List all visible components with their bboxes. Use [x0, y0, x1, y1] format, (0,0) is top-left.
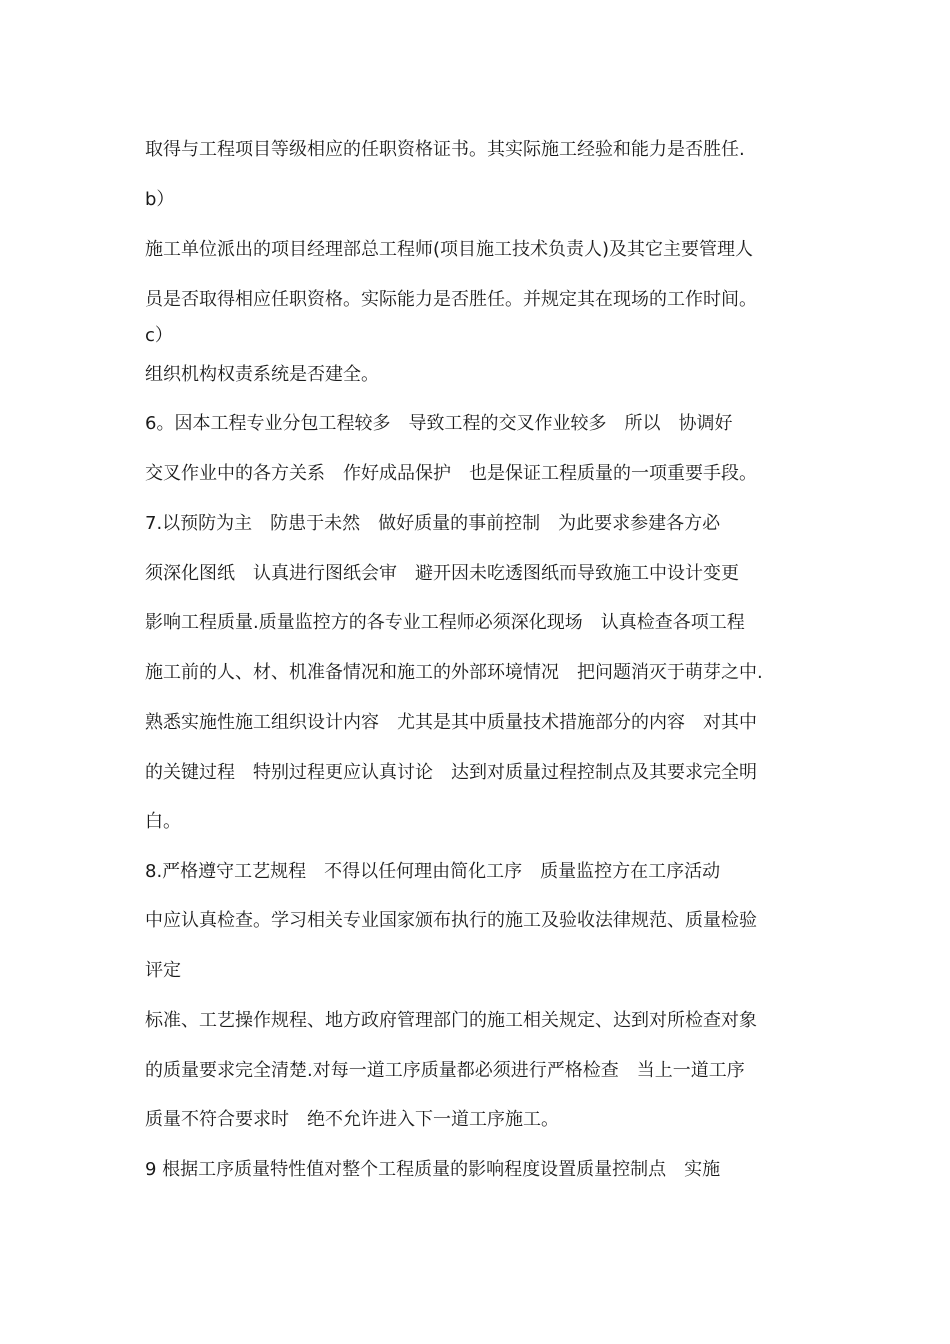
text-line: 标准、工艺操作规程、地方政府管理部门的施工相关规定、达到对所检查对象 — [145, 1010, 757, 1031]
text-line: 质量不符合要求时 绝不允许进入下一道工序施工。 — [145, 1109, 559, 1130]
text-line: 白。 — [145, 811, 181, 832]
text-line: 9 根据工序质量特性值对整个工程质量的影响程度设置质量控制点 实施 — [145, 1159, 721, 1180]
text-line: 取得与工程项目等级相应的任职资格证书。其实际施工经验和能力是否胜任. — [145, 139, 745, 160]
text-line: 评定 — [145, 960, 181, 981]
text-line: 的质量要求完全清楚.对每一道工序质量都必须进行严格检查 当上一道工序 — [145, 1060, 745, 1081]
text-line: 8.严格遵守工艺规程 不得以任何理由简化工序 质量监控方在工序活动 — [145, 861, 721, 882]
text-line: 组织机构权责系统是否建全。 — [145, 364, 379, 385]
text-line: c） — [145, 325, 173, 346]
text-line: 熟悉实施性施工组织设计内容 尤其是其中质量技术措施部分的内容 对其中 — [145, 712, 757, 733]
text-line: b） — [145, 189, 175, 210]
text-line: 员是否取得相应任职资格。实际能力是否胜任。并规定其在现场的工作时间。 — [145, 289, 757, 310]
text-line: 施工单位派出的项目经理部总工程师(项目施工技术负责人)及其它主要管理人 — [145, 239, 754, 260]
text-line: 6。因本工程专业分包工程较多 导致工程的交叉作业较多 所以 协调好 — [145, 413, 733, 434]
text-line: 7.以预防为主 防患于未然 做好质量的事前控制 为此要求参建各方必 — [145, 513, 721, 534]
text-line: 中应认真检查。学习相关专业国家颁布执行的施工及验收法律规范、质量检验 — [145, 910, 757, 931]
text-line: 须深化图纸 认真进行图纸会审 避开因未吃透图纸而导致施工中设计变更 — [145, 563, 739, 584]
text-line: 施工前的人、材、机准备情况和施工的外部环境情况 把问题消灭于萌芽之中. — [145, 662, 763, 683]
text-line: 影响工程质量.质量监控方的各专业工程师必须深化现场 认真检查各项工程 — [145, 612, 745, 633]
text-line: 交叉作业中的各方关系 作好成品保护 也是保证工程质量的一项重要手段。 — [145, 463, 757, 484]
text-line: 的关键过程 特别过程更应认真讨论 达到对质量过程控制点及其要求完全明 — [145, 762, 757, 783]
